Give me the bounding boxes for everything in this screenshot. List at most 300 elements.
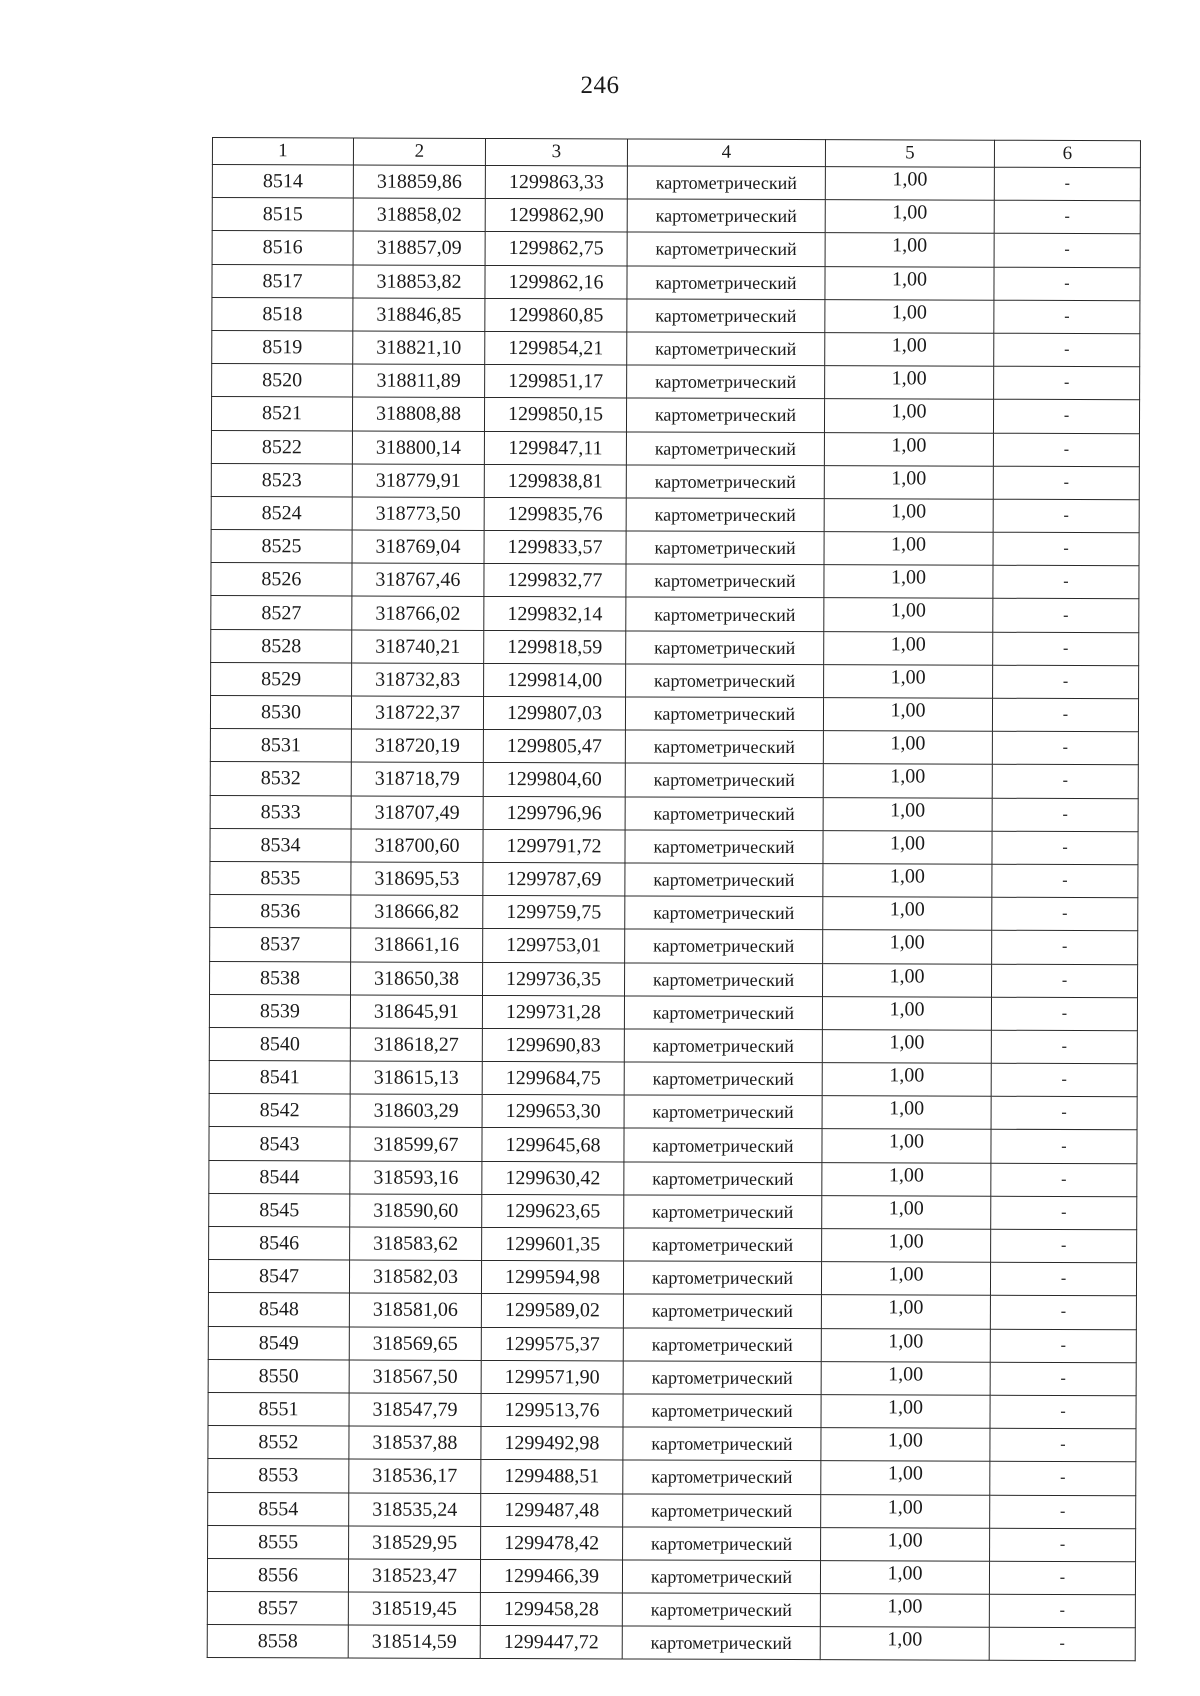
method-cell: картометрический xyxy=(623,1328,821,1362)
accuracy-cell: 1,00 xyxy=(821,1328,990,1362)
accuracy-cell: 1,00 xyxy=(824,532,993,566)
accuracy-cell: 1,00 xyxy=(822,1063,991,1097)
table-row xyxy=(208,1392,1136,1428)
description-cell: - xyxy=(990,1495,1136,1529)
y-coordinate-cell: 1299731,28 xyxy=(482,995,624,1029)
description-cell: - xyxy=(994,167,1140,201)
method-cell: картометрический xyxy=(627,232,825,266)
column-header-method: 4 xyxy=(627,139,825,167)
method-cell: картометрический xyxy=(627,365,825,399)
y-coordinate-cell: 1299601,35 xyxy=(482,1227,624,1261)
point-number-cell: 8528 xyxy=(211,629,352,663)
point-number-cell: 8553 xyxy=(208,1459,349,1493)
point-number-cell: 8532 xyxy=(210,762,351,796)
table-row xyxy=(211,397,1139,433)
accuracy-cell: 1,00 xyxy=(825,366,994,400)
accuracy-cell: 1,00 xyxy=(822,1162,991,1196)
x-coordinate-cell: 318547,79 xyxy=(349,1393,481,1427)
y-coordinate-cell: 1299736,35 xyxy=(483,962,625,996)
point-number-cell: 8521 xyxy=(211,397,352,431)
table-row xyxy=(207,1625,1135,1661)
table-row xyxy=(208,1426,1136,1462)
y-coordinate-cell: 1299850,15 xyxy=(484,398,626,432)
y-coordinate-cell: 1299832,14 xyxy=(484,597,626,631)
description-cell: - xyxy=(993,499,1139,533)
y-coordinate-cell: 1299814,00 xyxy=(484,663,626,697)
table-row xyxy=(211,662,1139,698)
column-header-y-coordinate: 3 xyxy=(485,138,627,165)
point-number-cell: 8523 xyxy=(211,463,352,497)
y-coordinate-cell: 1299833,57 xyxy=(484,531,626,565)
description-cell: - xyxy=(992,731,1138,765)
x-coordinate-cell: 318859,86 xyxy=(353,165,485,199)
description-cell: - xyxy=(990,1528,1136,1562)
x-coordinate-cell: 318769,04 xyxy=(352,530,484,564)
method-cell: картометрический xyxy=(624,1128,822,1162)
x-coordinate-cell: 318732,83 xyxy=(352,663,484,697)
point-number-cell: 8547 xyxy=(208,1260,349,1294)
accuracy-cell: 1,00 xyxy=(823,764,992,798)
method-cell: картометрический xyxy=(623,1361,821,1395)
x-coordinate-cell: 318718,79 xyxy=(351,762,483,796)
y-coordinate-cell: 1299860,85 xyxy=(485,298,627,332)
page-number: 246 xyxy=(580,72,620,99)
y-coordinate-cell: 1299645,68 xyxy=(482,1128,624,1162)
table-body xyxy=(207,165,1140,1662)
description-cell: - xyxy=(993,565,1139,599)
point-number-cell: 8516 xyxy=(212,231,353,265)
description-cell: - xyxy=(993,599,1139,633)
method-cell: картометрический xyxy=(623,1261,821,1295)
table-row xyxy=(208,1293,1136,1329)
x-coordinate-cell: 318773,50 xyxy=(352,497,484,531)
x-coordinate-cell: 318590,60 xyxy=(350,1194,482,1228)
x-coordinate-cell: 318618,27 xyxy=(350,1028,482,1062)
y-coordinate-cell: 1299589,02 xyxy=(481,1294,623,1328)
accuracy-cell: 1,00 xyxy=(821,1461,990,1495)
accuracy-cell: 1,00 xyxy=(825,299,994,333)
point-number-cell: 8558 xyxy=(207,1625,348,1659)
accuracy-cell: 1,00 xyxy=(821,1428,990,1462)
point-number-cell: 8524 xyxy=(211,496,352,530)
y-coordinate-cell: 1299851,17 xyxy=(485,365,627,399)
x-coordinate-cell: 318650,38 xyxy=(351,961,483,995)
method-cell: картометрический xyxy=(625,929,823,963)
table-row xyxy=(212,297,1140,333)
description-cell: - xyxy=(994,267,1140,301)
accuracy-cell: 1,00 xyxy=(822,1195,991,1229)
method-cell: картометрический xyxy=(625,797,823,831)
y-coordinate-cell: 1299759,75 xyxy=(483,896,625,930)
y-coordinate-cell: 1299492,98 xyxy=(481,1427,623,1461)
point-number-cell: 8520 xyxy=(212,364,353,398)
method-cell: картометрический xyxy=(624,1029,822,1063)
description-cell: - xyxy=(990,1428,1136,1462)
y-coordinate-cell: 1299488,51 xyxy=(481,1460,623,1494)
description-cell: - xyxy=(990,1262,1136,1296)
method-cell: картометрический xyxy=(627,332,825,366)
table-row xyxy=(212,198,1140,234)
x-coordinate-cell: 318821,10 xyxy=(353,331,485,365)
x-coordinate-cell: 318700,60 xyxy=(351,829,483,863)
point-number-cell: 8551 xyxy=(208,1392,349,1426)
description-cell: - xyxy=(992,897,1138,931)
description-cell: - xyxy=(994,366,1140,400)
method-cell: картометрический xyxy=(624,1228,822,1262)
description-cell: - xyxy=(993,532,1139,566)
method-cell: картометрический xyxy=(625,697,823,731)
table-row xyxy=(208,1492,1136,1528)
method-cell: картометрический xyxy=(626,631,824,665)
point-number-cell: 8549 xyxy=(208,1326,349,1360)
y-coordinate-cell: 1299575,37 xyxy=(481,1327,623,1361)
description-cell: - xyxy=(991,1163,1137,1197)
method-cell: картометрический xyxy=(623,1294,821,1328)
point-number-cell: 8555 xyxy=(208,1525,349,1559)
description-cell: - xyxy=(992,798,1138,832)
method-cell: картометрический xyxy=(622,1593,820,1627)
accuracy-cell: 1,00 xyxy=(824,399,993,433)
point-number-cell: 8525 xyxy=(211,530,352,564)
accuracy-cell: 1,00 xyxy=(822,1030,991,1064)
y-coordinate-cell: 1299796,96 xyxy=(483,796,625,830)
point-number-cell: 8554 xyxy=(208,1492,349,1526)
table-row xyxy=(210,895,1138,931)
point-number-cell: 8548 xyxy=(208,1293,349,1327)
accuracy-cell: 1,00 xyxy=(823,864,992,898)
x-coordinate-cell: 318666,82 xyxy=(351,895,483,929)
column-header-accuracy: 5 xyxy=(825,140,994,168)
accuracy-cell: 1,00 xyxy=(821,1262,990,1296)
table-row xyxy=(209,1226,1137,1262)
x-coordinate-cell: 318811,89 xyxy=(353,364,485,398)
x-coordinate-cell: 318767,46 xyxy=(352,563,484,597)
description-cell: - xyxy=(994,234,1140,268)
table-row xyxy=(210,762,1138,798)
description-cell: - xyxy=(994,333,1140,367)
accuracy-cell: 1,00 xyxy=(824,465,993,499)
y-coordinate-cell: 1299753,01 xyxy=(483,929,625,963)
x-coordinate-cell: 318707,49 xyxy=(351,796,483,830)
point-number-cell: 8535 xyxy=(210,861,351,895)
x-coordinate-cell: 318766,02 xyxy=(352,596,484,630)
table-row xyxy=(209,994,1137,1030)
y-coordinate-cell: 1299684,75 xyxy=(482,1062,624,1096)
table-row xyxy=(208,1525,1136,1561)
y-coordinate-cell: 1299804,60 xyxy=(483,763,625,797)
description-cell: - xyxy=(994,200,1140,234)
point-number-cell: 8517 xyxy=(212,264,353,298)
y-coordinate-cell: 1299807,03 xyxy=(483,696,625,730)
x-coordinate-cell: 318582,03 xyxy=(349,1260,481,1294)
column-header-description: 6 xyxy=(994,140,1140,168)
method-cell: картометрический xyxy=(624,1062,822,1096)
method-cell: картометрический xyxy=(624,1162,822,1196)
method-cell: картометрический xyxy=(623,1460,821,1494)
x-coordinate-cell: 318808,88 xyxy=(352,397,484,431)
accuracy-cell: 1,00 xyxy=(824,598,993,632)
x-coordinate-cell: 318599,67 xyxy=(350,1127,482,1161)
x-coordinate-cell: 318740,21 xyxy=(352,630,484,664)
table-row xyxy=(210,729,1138,765)
description-cell: - xyxy=(993,433,1139,467)
accuracy-cell: 1,00 xyxy=(825,200,994,234)
description-cell: - xyxy=(991,1063,1137,1097)
table-row xyxy=(211,463,1139,499)
method-cell: картометрический xyxy=(626,398,824,432)
table-row xyxy=(209,1094,1137,1130)
x-coordinate-cell: 318695,53 xyxy=(351,862,483,896)
method-cell: картометрический xyxy=(627,299,825,333)
y-coordinate-cell: 1299487,48 xyxy=(481,1493,623,1527)
point-number-cell: 8526 xyxy=(211,563,352,597)
point-number-cell: 8542 xyxy=(209,1094,350,1128)
point-number-cell: 8527 xyxy=(211,596,352,630)
y-coordinate-cell: 1299791,72 xyxy=(483,829,625,863)
y-coordinate-cell: 1299805,47 xyxy=(483,730,625,764)
method-cell: картометрический xyxy=(624,1195,822,1229)
method-cell: картометрический xyxy=(626,564,824,598)
accuracy-cell: 1,00 xyxy=(823,897,992,931)
description-cell: - xyxy=(993,400,1139,434)
y-coordinate-cell: 1299458,28 xyxy=(480,1593,622,1627)
accuracy-cell: 1,00 xyxy=(820,1561,989,1595)
point-number-cell: 8540 xyxy=(209,1027,350,1061)
method-cell: картометрический xyxy=(624,1095,822,1129)
point-number-cell: 8533 xyxy=(210,795,351,829)
coordinates-table xyxy=(207,137,1141,1662)
accuracy-cell: 1,00 xyxy=(824,432,993,466)
accuracy-cell: 1,00 xyxy=(825,233,994,267)
method-cell: картометрический xyxy=(623,1394,821,1428)
accuracy-cell: 1,00 xyxy=(825,333,994,367)
point-number-cell: 8534 xyxy=(210,828,351,862)
point-number-cell: 8518 xyxy=(212,297,353,331)
method-cell: картометрический xyxy=(625,863,823,897)
point-number-cell: 8545 xyxy=(209,1193,350,1227)
point-number-cell: 8537 xyxy=(210,928,351,962)
accuracy-cell: 1,00 xyxy=(823,698,992,732)
point-number-cell: 8544 xyxy=(209,1160,350,1194)
description-cell: - xyxy=(992,831,1138,865)
description-cell: - xyxy=(990,1296,1136,1330)
description-cell: - xyxy=(991,1030,1137,1064)
y-coordinate-cell: 1299653,30 xyxy=(482,1095,624,1129)
table-row xyxy=(210,928,1138,964)
description-cell: - xyxy=(991,1096,1137,1130)
point-number-cell: 8550 xyxy=(208,1359,349,1393)
description-cell: - xyxy=(991,997,1137,1031)
accuracy-cell: 1,00 xyxy=(821,1494,990,1528)
x-coordinate-cell: 318523,47 xyxy=(348,1559,480,1593)
y-coordinate-cell: 1299630,42 xyxy=(482,1161,624,1195)
point-number-cell: 8546 xyxy=(209,1226,350,1260)
y-coordinate-cell: 1299571,90 xyxy=(481,1360,623,1394)
table-row xyxy=(209,1027,1137,1063)
method-cell: картометрический xyxy=(622,1560,820,1594)
column-header-point-number: 1 xyxy=(212,138,353,165)
table-row xyxy=(211,563,1139,599)
accuracy-cell: 1,00 xyxy=(821,1361,990,1395)
x-coordinate-cell: 318603,29 xyxy=(350,1094,482,1128)
description-cell: - xyxy=(990,1462,1136,1496)
description-cell: - xyxy=(989,1627,1135,1661)
table-row xyxy=(212,364,1140,400)
table-row xyxy=(210,861,1138,897)
accuracy-cell: 1,00 xyxy=(824,499,993,533)
y-coordinate-cell: 1299466,39 xyxy=(480,1559,622,1593)
method-cell: картометрический xyxy=(625,730,823,764)
point-number-cell: 8522 xyxy=(211,430,352,464)
accuracy-cell: 1,00 xyxy=(822,996,991,1030)
y-coordinate-cell: 1299690,83 xyxy=(482,1028,624,1062)
table-row xyxy=(209,1127,1137,1163)
table-row xyxy=(209,1193,1137,1229)
table-row xyxy=(208,1326,1136,1362)
x-coordinate-cell: 318722,37 xyxy=(351,696,483,730)
header-row xyxy=(212,138,1140,168)
accuracy-cell: 1,00 xyxy=(823,731,992,765)
description-cell: - xyxy=(990,1362,1136,1396)
x-coordinate-cell: 318567,50 xyxy=(349,1360,481,1394)
description-cell: - xyxy=(992,698,1138,732)
accuracy-cell: 1,00 xyxy=(822,1129,991,1163)
accuracy-cell: 1,00 xyxy=(825,167,994,201)
description-cell: - xyxy=(993,665,1139,699)
x-coordinate-cell: 318846,85 xyxy=(353,298,485,332)
point-number-cell: 8541 xyxy=(209,1061,350,1095)
description-cell: - xyxy=(990,1395,1136,1429)
x-coordinate-cell: 318858,02 xyxy=(353,198,485,232)
y-coordinate-cell: 1299862,16 xyxy=(485,265,627,299)
table-row xyxy=(212,330,1140,366)
method-cell: картометрический xyxy=(622,1626,820,1660)
x-coordinate-cell: 318535,24 xyxy=(349,1492,481,1526)
description-cell: - xyxy=(991,1229,1137,1263)
table-row xyxy=(212,264,1140,300)
x-coordinate-cell: 318661,16 xyxy=(351,928,483,962)
accuracy-cell: 1,00 xyxy=(823,830,992,864)
point-number-cell: 8556 xyxy=(207,1558,348,1592)
table-row xyxy=(211,629,1139,665)
table-row xyxy=(211,596,1139,632)
accuracy-cell: 1,00 xyxy=(824,664,993,698)
table-row xyxy=(211,430,1139,466)
point-number-cell: 8552 xyxy=(208,1426,349,1460)
accuracy-cell: 1,00 xyxy=(823,963,992,997)
table-row xyxy=(211,530,1139,566)
point-number-cell: 8515 xyxy=(212,198,353,232)
table-row xyxy=(212,231,1140,267)
y-coordinate-cell: 1299832,77 xyxy=(484,564,626,598)
method-cell: картометрический xyxy=(625,896,823,930)
table-row xyxy=(210,961,1138,997)
description-cell: - xyxy=(989,1594,1135,1628)
description-cell: - xyxy=(989,1561,1135,1595)
x-coordinate-cell: 318857,09 xyxy=(353,231,485,265)
point-number-cell: 8536 xyxy=(210,895,351,929)
point-number-cell: 8530 xyxy=(210,695,351,729)
method-cell: картометрический xyxy=(626,664,824,698)
table-header xyxy=(212,138,1140,168)
x-coordinate-cell: 318583,62 xyxy=(350,1227,482,1261)
accuracy-cell: 1,00 xyxy=(821,1527,990,1561)
y-coordinate-cell: 1299835,76 xyxy=(484,497,626,531)
method-cell: картометрический xyxy=(625,763,823,797)
method-cell: картометрический xyxy=(626,465,824,499)
accuracy-cell: 1,00 xyxy=(825,266,994,300)
x-coordinate-cell: 318537,88 xyxy=(349,1426,481,1460)
table-row xyxy=(207,1558,1135,1594)
point-number-cell: 8514 xyxy=(212,165,353,199)
x-coordinate-cell: 318581,06 xyxy=(349,1293,481,1327)
method-cell: картометрический xyxy=(626,431,824,465)
y-coordinate-cell: 1299847,11 xyxy=(484,431,626,465)
y-coordinate-cell: 1299854,21 xyxy=(485,331,627,365)
table-row xyxy=(210,695,1138,731)
accuracy-cell: 1,00 xyxy=(823,797,992,831)
y-coordinate-cell: 1299447,72 xyxy=(480,1626,622,1660)
y-coordinate-cell: 1299623,65 xyxy=(482,1194,624,1228)
x-coordinate-cell: 318569,65 xyxy=(349,1327,481,1361)
method-cell: картометрический xyxy=(627,199,825,233)
method-cell: картометрический xyxy=(626,597,824,631)
description-cell: - xyxy=(992,964,1138,998)
x-coordinate-cell: 318853,82 xyxy=(353,265,485,299)
description-cell: - xyxy=(992,864,1138,898)
table-row xyxy=(209,1160,1137,1196)
description-cell: - xyxy=(993,466,1139,500)
accuracy-cell: 1,00 xyxy=(820,1594,989,1628)
table-row xyxy=(209,1061,1137,1097)
y-coordinate-cell: 1299863,33 xyxy=(485,165,627,199)
description-cell: - xyxy=(992,765,1138,799)
point-number-cell: 8557 xyxy=(207,1592,348,1626)
description-cell: - xyxy=(992,931,1138,965)
accuracy-cell: 1,00 xyxy=(821,1395,990,1429)
method-cell: картометрический xyxy=(626,498,824,532)
accuracy-cell: 1,00 xyxy=(823,930,992,964)
x-coordinate-cell: 318529,95 xyxy=(349,1526,481,1560)
x-coordinate-cell: 318536,17 xyxy=(349,1459,481,1493)
method-cell: картометрический xyxy=(623,1427,821,1461)
accuracy-cell: 1,00 xyxy=(824,565,993,599)
x-coordinate-cell: 318800,14 xyxy=(352,430,484,464)
y-coordinate-cell: 1299862,90 xyxy=(485,199,627,233)
description-cell: - xyxy=(991,1130,1137,1164)
y-coordinate-cell: 1299787,69 xyxy=(483,862,625,896)
y-coordinate-cell: 1299513,76 xyxy=(481,1393,623,1427)
table-row xyxy=(208,1260,1136,1296)
method-cell: картометрический xyxy=(627,266,825,300)
point-number-cell: 8529 xyxy=(211,662,352,696)
accuracy-cell: 1,00 xyxy=(821,1295,990,1329)
table-row xyxy=(210,828,1138,864)
accuracy-cell: 1,00 xyxy=(822,1229,991,1263)
method-cell: картометрический xyxy=(623,1493,821,1527)
column-header-x-coordinate: 2 xyxy=(353,138,485,165)
description-cell: - xyxy=(994,300,1140,334)
point-number-cell: 8531 xyxy=(210,729,351,763)
method-cell: картометрический xyxy=(623,1527,821,1561)
method-cell: картометрический xyxy=(627,166,825,200)
x-coordinate-cell: 318645,91 xyxy=(350,995,482,1029)
method-cell: картометрический xyxy=(625,830,823,864)
table-row xyxy=(208,1459,1136,1495)
y-coordinate-cell: 1299594,98 xyxy=(481,1261,623,1295)
method-cell: картометрический xyxy=(624,996,822,1030)
accuracy-cell: 1,00 xyxy=(824,631,993,665)
